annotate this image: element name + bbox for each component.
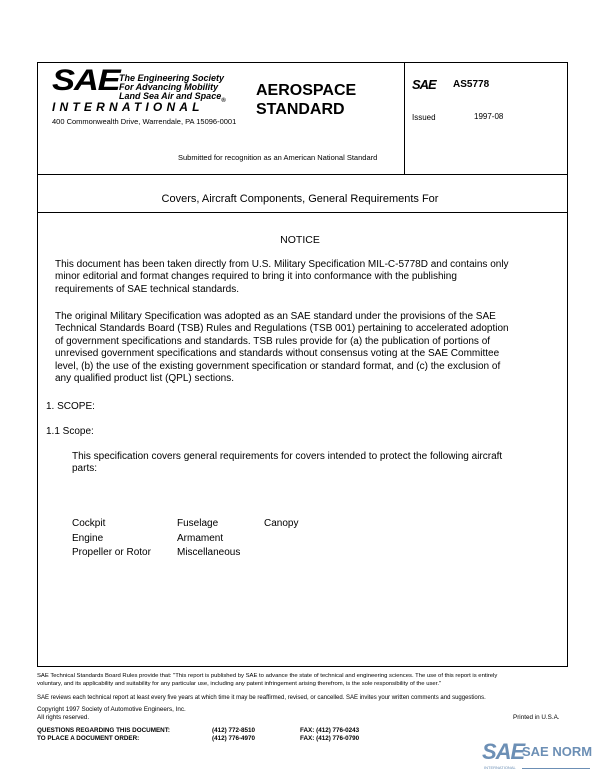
title-line: AEROSPACE bbox=[256, 82, 357, 99]
contact-label: TO PLACE A DOCUMENT ORDER: bbox=[37, 735, 140, 742]
contact-label: QUESTIONS REGARDING THIS DOCUMENT: bbox=[37, 727, 170, 734]
printed-note: Printed in U.S.A. bbox=[513, 714, 560, 721]
text-line: This specification covers general requirements for covers intended to protect the following aircraft bbox=[72, 451, 503, 462]
ansi-submission-note: Submitted for recognition as an American National Standard bbox=[178, 153, 378, 162]
part-item: Canopy bbox=[264, 518, 299, 529]
text-line: The original Military Specification was adopted as an SAE standard under the provisions of the SAE bbox=[55, 311, 496, 322]
issued-label: Issued bbox=[412, 113, 436, 122]
part-item: Fuselage bbox=[177, 518, 219, 529]
registered-mark: ® bbox=[221, 97, 226, 104]
society-address: 400 Commonwealth Drive, Warrendale, PA 15096-0001 bbox=[52, 117, 237, 126]
parts-column-1 bbox=[72, 517, 151, 561]
sae-logo: SAE bbox=[52, 64, 120, 97]
footer-line: All rights reserved. bbox=[37, 714, 90, 721]
review-note: SAE reviews each technical report at least every five years at which time it may be reaffirmed, revised, or cancelled. SAE invites your written comments and suggestions. bbox=[37, 695, 486, 701]
title-divider bbox=[38, 212, 567, 213]
society-line: The Engineering Society bbox=[119, 73, 225, 83]
footer-line: Copyright 1997 Society of Automotive Engineers, Inc. bbox=[37, 706, 186, 713]
sae-norm-text: SAE NORM bbox=[522, 744, 593, 759]
sae-norm-logo: SAE bbox=[482, 739, 525, 764]
contact-phone: (412) 776-4970 bbox=[212, 735, 256, 742]
text-line: minor editorial and format changes required to bring it into conformance with the publishing bbox=[55, 271, 457, 283]
text-line: level, (b) the use of the existing government specification or standard format, and (c) the exclusion of bbox=[55, 360, 501, 372]
text-line: This document has been taken directly from U.S. Military Specification MIL-C-5778D and contains only bbox=[55, 259, 509, 270]
contact-row bbox=[37, 735, 359, 743]
section-1-1-heading: 1.1 Scope: bbox=[46, 426, 94, 437]
text-line: requirements of SAE technical standards. bbox=[55, 283, 239, 295]
footer-line: voluntary, and its applicability and suitability for any particular use, including any patent infringement arising therefrom, is the sole responsibility of the user." bbox=[37, 681, 442, 687]
text-line: of government specifications and standards. TSB rules provide for (a) the publication of portions of bbox=[55, 335, 491, 347]
document-number: AS5778 bbox=[453, 79, 490, 90]
scope-paragraph bbox=[72, 451, 502, 476]
contact-fax: FAX: (412) 776-0790 bbox=[300, 735, 360, 742]
society-line: Land Sea Air and Space bbox=[119, 91, 222, 101]
aerospace-standard-title bbox=[256, 81, 356, 119]
society-line: For Advancing Mobility bbox=[119, 82, 219, 92]
parts-column-3 bbox=[264, 517, 298, 532]
international-label: INTERNATIONAL bbox=[52, 100, 204, 114]
contact-fax: FAX: (412) 776-0243 bbox=[300, 727, 360, 734]
text-line: Technical Standards Board (TSB) Rules and Regulations (TSB 001) pertaining to accelerated adoption bbox=[55, 323, 509, 335]
text-line: any qualified product list (QPL) sections. bbox=[55, 373, 234, 385]
document-title: Covers, Aircraft Components, General Requirements For bbox=[161, 193, 439, 205]
sae-norm-sub: INTERNATIONAL bbox=[484, 765, 516, 770]
issued-date: 1997-08 bbox=[474, 112, 504, 121]
contact-row bbox=[37, 727, 359, 735]
sae-norm-underline bbox=[522, 768, 590, 769]
tsb-rules-note bbox=[37, 672, 569, 688]
contact-phone: (412) 772-8510 bbox=[212, 727, 256, 734]
sae-small-logo: SAE bbox=[412, 77, 436, 92]
docnum-divider bbox=[404, 63, 405, 174]
text-line: parts: bbox=[72, 463, 98, 475]
notice-paragraph-1 bbox=[55, 259, 509, 296]
part-item: Cockpit bbox=[72, 518, 106, 529]
part-item: Engine bbox=[72, 532, 104, 544]
part-item: Miscellaneous bbox=[177, 547, 241, 558]
text-line: unrevised government specifications and standards without consensus voting at the SAE Committee bbox=[55, 348, 500, 360]
notice-paragraph-2 bbox=[55, 311, 509, 385]
title-line: STANDARD bbox=[256, 101, 345, 118]
parts-column-2 bbox=[177, 517, 240, 561]
part-item: Armament bbox=[177, 532, 224, 544]
part-item: Propeller or Rotor bbox=[72, 547, 151, 558]
section-1-heading: 1. SCOPE: bbox=[46, 401, 95, 412]
footer-line: SAE Technical Standards Board Rules provide that: "This report is published by SAE to advance the state of technical and engineering sciences. The use of this report is entirely bbox=[37, 673, 498, 679]
header-divider bbox=[38, 174, 567, 175]
notice-heading: NOTICE bbox=[280, 234, 320, 246]
copyright bbox=[37, 706, 186, 722]
